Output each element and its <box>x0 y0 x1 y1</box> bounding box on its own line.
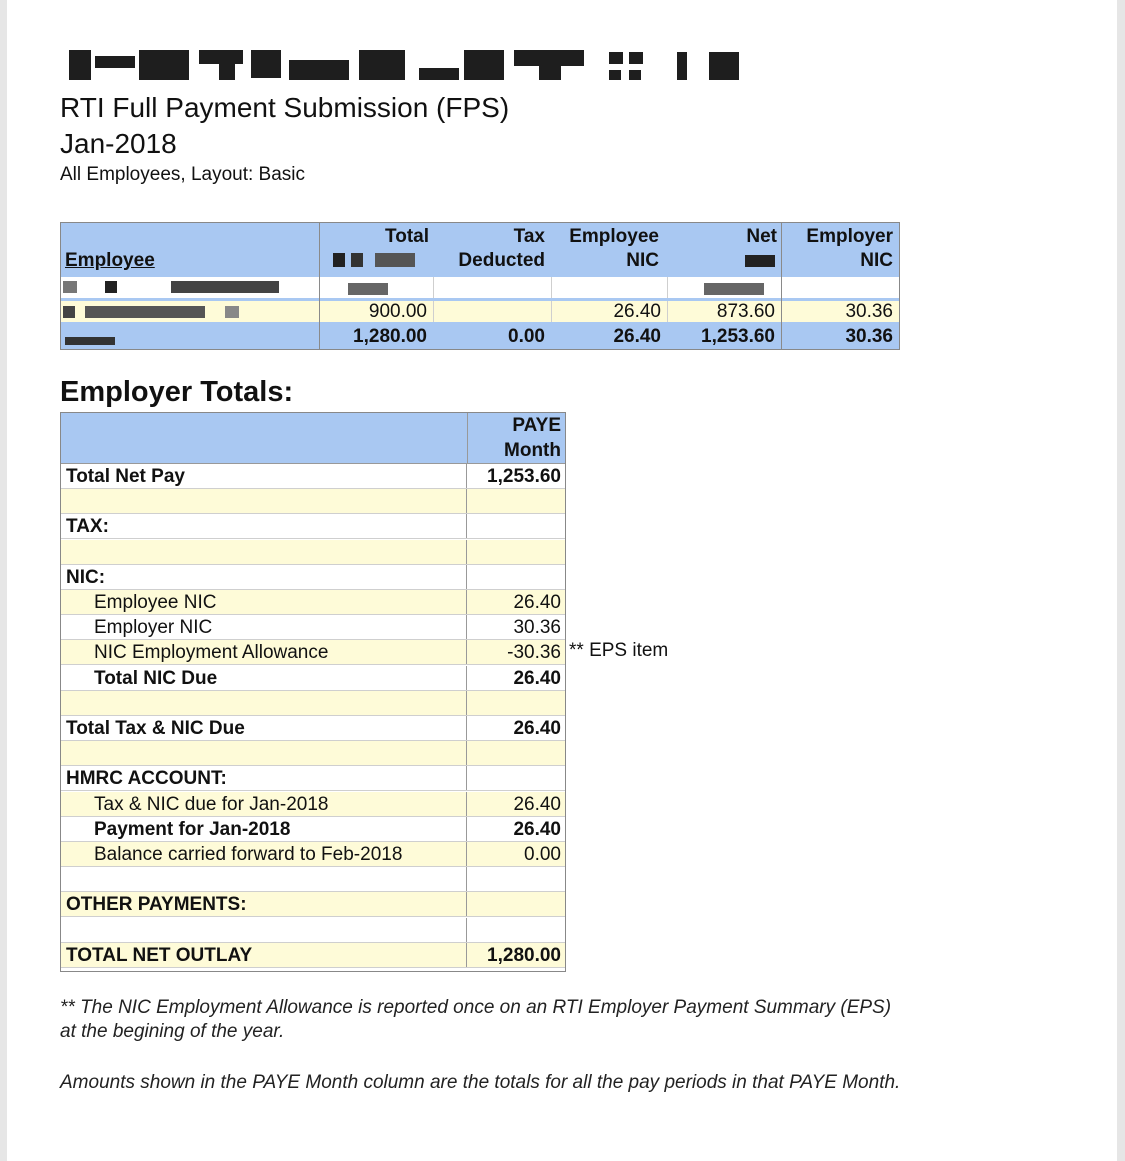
employer-totals-row <box>61 918 565 943</box>
header-net-pay <box>667 223 777 275</box>
report-period: Jan-2018 <box>60 128 177 159</box>
row-label: Total Tax & NIC Due <box>61 716 467 740</box>
row-label <box>61 867 467 891</box>
employer-totals-table <box>60 412 566 972</box>
row-value: 26.40 <box>513 718 561 739</box>
row1-tax <box>433 277 551 298</box>
employer-totals-row <box>61 464 565 489</box>
header-er-nic-line2: NIC <box>860 250 893 271</box>
row-value: 26.40 <box>513 818 561 840</box>
header-total-redacted <box>319 253 429 269</box>
row-value: 26.40 <box>513 592 561 613</box>
employer-totals-row <box>61 691 565 716</box>
row-label: TAX: <box>61 514 467 538</box>
row-value: 30.36 <box>513 617 561 639</box>
row-value <box>467 741 565 765</box>
employer-totals-row <box>61 615 565 640</box>
row-value <box>467 540 565 564</box>
totals-net: 1,253.60 <box>701 326 775 347</box>
row-label: HMRC ACCOUNT: <box>61 766 467 790</box>
employer-totals-row <box>61 716 565 741</box>
paye-header-line2: Month <box>504 440 561 461</box>
header-total <box>319 223 429 275</box>
row-value <box>467 766 565 790</box>
row-value <box>467 918 565 942</box>
row2-er-nic: 30.36 <box>781 301 899 322</box>
totals-tax: 0.00 <box>508 326 545 347</box>
header-tax-line1: Tax <box>513 226 545 247</box>
row1-net-redacted <box>667 277 781 298</box>
row2-net: 873.60 <box>667 301 781 322</box>
employer-totals-row <box>61 867 565 892</box>
header-ee-nic-line2: NIC <box>626 250 659 271</box>
row-label: Payment for Jan-2018 <box>61 817 467 841</box>
row-label <box>61 918 467 942</box>
header-tax-deducted <box>433 223 545 275</box>
row2-total: 900.00 <box>319 301 433 322</box>
header-employee-line2: Employee <box>65 250 155 271</box>
row2-ee-nic: 26.40 <box>551 301 667 322</box>
header-tax-line2: Deducted <box>458 250 545 271</box>
row-label: Tax & NIC due for Jan-2018 <box>61 792 467 816</box>
paye-header-line1: PAYE <box>512 415 561 436</box>
footnote-line3: Amounts shown in the PAYE Month column are the totals for all the pay periods in that PAYE Month. <box>60 1072 901 1093</box>
row-value <box>467 892 565 916</box>
employer-totals-row <box>61 540 565 565</box>
row-label: Balance carried forward to Feb-2018 <box>61 842 467 866</box>
employer-totals-row <box>61 489 565 514</box>
row-value <box>467 489 565 513</box>
footnote-line1: ** The NIC Employment Allowance is reported once on an RTI Employer Payment Summary (EPS) <box>60 997 892 1018</box>
paye-month-header <box>467 413 565 463</box>
row-value: -30.36 <box>507 642 561 664</box>
row-label: NIC: <box>61 565 467 589</box>
employer-totals-row <box>61 792 565 817</box>
employer-totals-row <box>61 741 565 766</box>
report-subtitle: All Employees, Layout: Basic <box>60 164 306 185</box>
row2-tax <box>433 301 551 322</box>
employer-totals-row <box>61 943 565 968</box>
row-label: Employee NIC <box>61 590 467 614</box>
column-divider <box>319 223 320 349</box>
row-label <box>61 691 467 715</box>
row-label <box>61 489 467 513</box>
header-er-nic-line1: Employer <box>806 226 893 247</box>
totals-ee-nic: 26.40 <box>613 326 661 347</box>
row-label <box>61 741 467 765</box>
employer-totals-row <box>61 565 565 590</box>
row-value: 0.00 <box>524 844 561 865</box>
employer-totals-row <box>61 892 565 917</box>
totals-er-nic: 30.36 <box>845 326 893 347</box>
row-label: Employer NIC <box>61 615 467 639</box>
employer-totals-row <box>61 842 565 867</box>
header-net-redacted <box>667 253 777 269</box>
row2-employee-redacted <box>61 301 319 322</box>
employer-totals-heading: Employer Totals: <box>60 376 294 408</box>
totals-label-redacted <box>61 325 319 349</box>
row-value <box>467 867 565 891</box>
row-label <box>61 540 467 564</box>
column-divider <box>781 223 782 349</box>
header-ee-nic-line1: Employee <box>569 226 659 247</box>
redacted-company-name <box>69 48 759 82</box>
header-employee-line1 <box>65 225 315 249</box>
row-value <box>467 565 565 589</box>
employer-totals-row <box>61 817 565 842</box>
row-value: 1,280.00 <box>487 944 561 966</box>
footnote-line2: at the begining of the year. <box>60 1021 285 1042</box>
employer-totals-header <box>61 413 565 464</box>
row-label: Total Net Pay <box>61 464 467 488</box>
row-value <box>467 691 565 715</box>
row-label: Total NIC Due <box>61 666 467 690</box>
header-employee-nic <box>551 223 659 275</box>
employer-totals-row <box>61 766 565 791</box>
row-label: NIC Employment Allowance <box>61 640 467 664</box>
employer-totals-row <box>61 640 565 665</box>
totals-total: 1,280.00 <box>353 326 427 347</box>
row1-employee-redacted <box>61 277 319 298</box>
employer-totals-row <box>61 590 565 615</box>
header-total-line1: Total <box>385 226 429 247</box>
row1-er-nic <box>781 277 899 298</box>
row1-ee-nic <box>551 277 667 298</box>
employee-table <box>60 222 900 350</box>
row-value: 26.40 <box>513 667 561 689</box>
header-employee <box>65 223 315 275</box>
employer-totals-row <box>61 514 565 539</box>
header-employer-nic <box>785 223 893 275</box>
report-title: RTI Full Payment Submission (FPS) <box>60 92 510 123</box>
row-label: TOTAL NET OUTLAY <box>61 943 467 967</box>
eps-item-note: ** EPS item <box>569 640 669 661</box>
row-value <box>467 514 565 538</box>
row1-total-redacted <box>319 277 433 298</box>
row-value: 1,253.60 <box>487 466 561 487</box>
employer-totals-row <box>61 666 565 691</box>
row-value: 26.40 <box>513 793 561 815</box>
header-net-line1: Net <box>746 226 777 247</box>
row-label: OTHER PAYMENTS: <box>61 892 467 916</box>
report-page <box>7 0 1117 1161</box>
